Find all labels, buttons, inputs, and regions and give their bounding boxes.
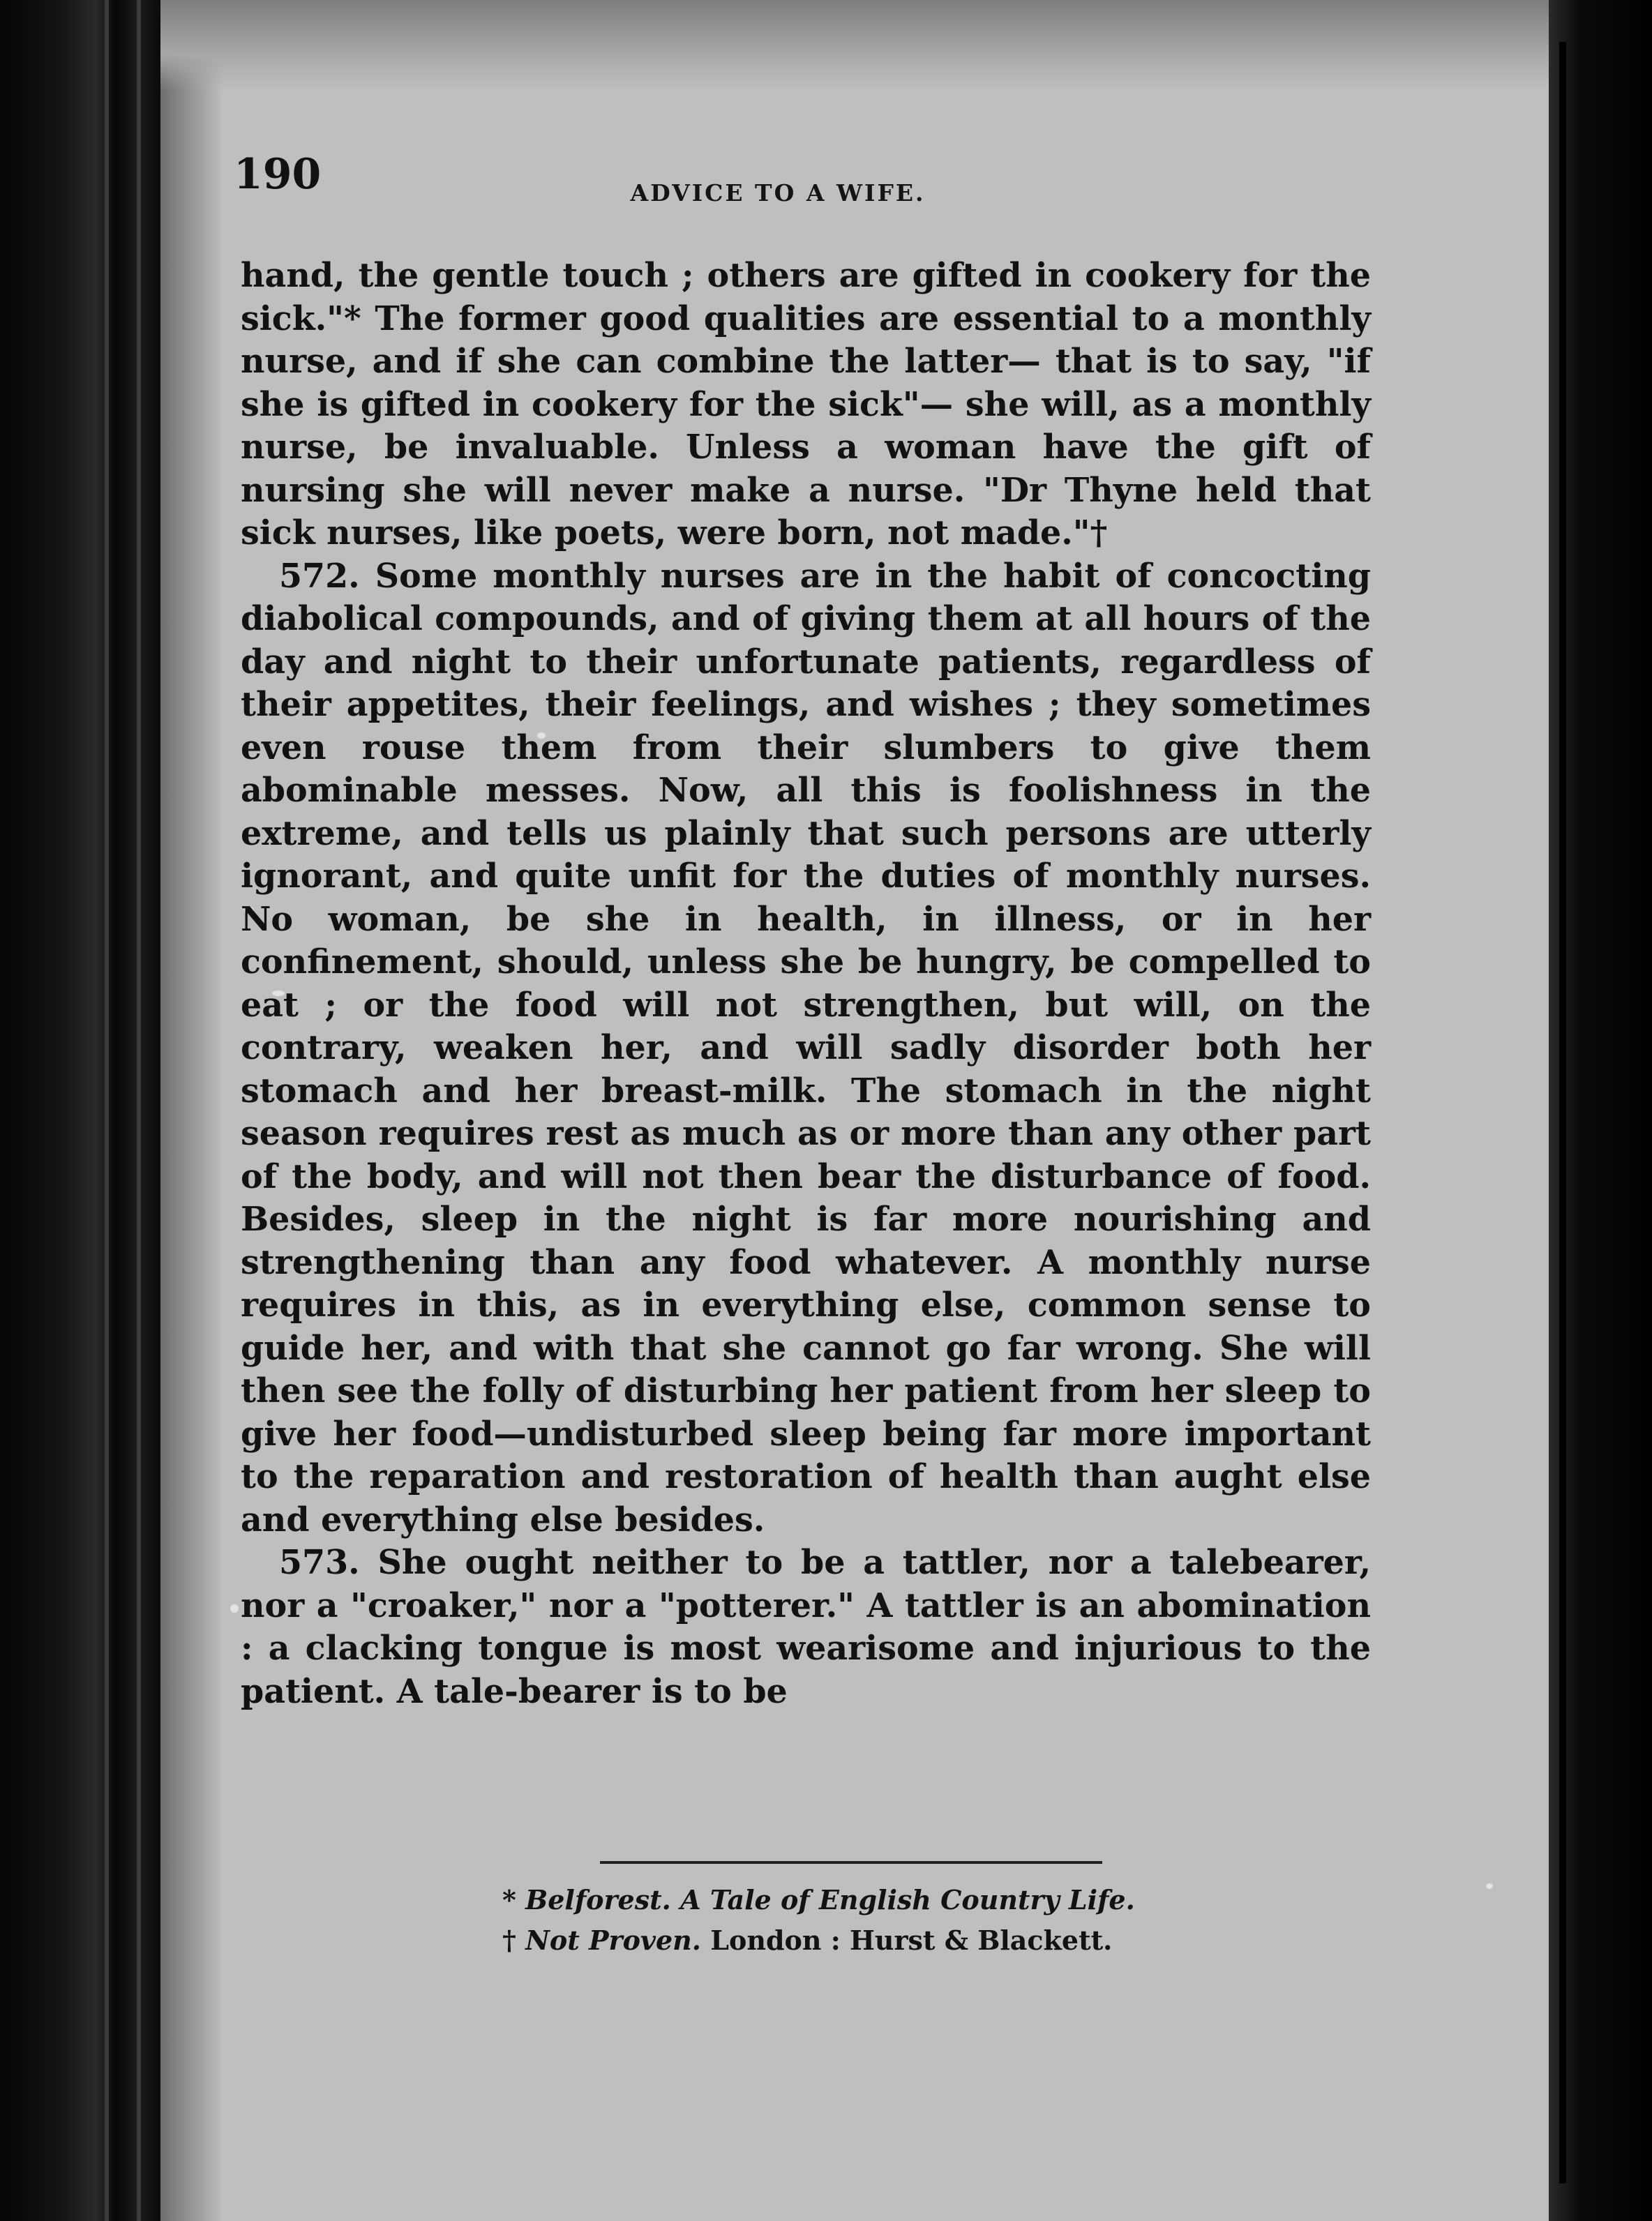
binding-line [105,0,109,2221]
page-number: 190 [234,150,322,199]
footnotes [502,1880,1339,1961]
footnote-italic: Belforest. A Tale of English Country Life. [525,1884,1135,1915]
binding-line [137,0,141,2221]
paragraph-573 [241,1542,1371,1713]
footnote-italic: Not Proven. [525,1925,702,1956]
page-top-shadow [160,0,1549,91]
running-title: ADVICE TO A WIFE. [630,179,926,206]
page-gutter-shadow [160,0,223,2221]
footnote-mark: † [502,1925,516,1956]
footnote-text: London : Hurst & Blackett. [701,1925,1113,1956]
paragraph-572 [241,555,1371,1542]
next-page-edge [1559,42,1566,2183]
paper-speck [1486,1883,1493,1889]
footnote [502,1880,1339,1920]
footnote-mark: * [502,1884,516,1915]
paragraph-number: 573. [279,1543,360,1582]
footnote [502,1920,1339,1961]
continued-paragraph: hand, the gentle touch ; others are gifted in cookery for the sick."* The former good qualities are essential to a monthly nurse, and if she can combine the latter— that is to say, "if she is gifted in cookery for the sick"— she will, as a monthly nurse, be invaluable. Unless a woman have the gift of nursing she will never make a nurse. "Dr Thyne held that sick nurses, like poets, were born, not made."† [241,256,1371,552]
paragraph-number: 572. [279,556,360,596]
running-head [234,150,1322,213]
footnote-rule [600,1861,1102,1864]
paper-speck [230,1604,239,1613]
paragraph-text: She ought neither to be a tattler, nor a talebearer, nor a "croaker," nor a "potterer." A tattler is an abomination : a clacking tongue is most wearisome and injurious to the patient. A tale-bearer is to be [241,1543,1371,1711]
paragraph-text: Some monthly nurses are in the habit of concocting diabolical compounds, and of giving them at all hours of the day and night to their unfortunate patients, regardless of their appetites, their feelings, and wishes ; they sometimes even rouse them from their slumbers to give them abominable messes. Now, all this is foolishness in the extreme, and tells us plainly that such persons are utterly ignorant, and quite unfit for the duties of monthly nurses. No woman, be she in health, in illness, or in her confinement, should, unless she be hungry, be compelled to eat ; or the food will not strengthen, but will, on the contrary, weaken her, and will sadly disorder both her stomach and her breast-milk. The stomach in the night season requires rest as much as or more than any other part of the body, and will not then bear the disturbance of food. Besides, sleep in the night is far more nourishing and strengthening than any food whatever. A monthly nurse requires in this, as in everything else, common sense to guide her, and with that she cannot go far wrong. She will then see the folly of disturbing her patient from her sleep to give her food—undisturbed sleep being far more important to the reparation and restoration of health than aught else and everything else besides. [241,556,1371,1539]
body-text [241,255,1371,1713]
